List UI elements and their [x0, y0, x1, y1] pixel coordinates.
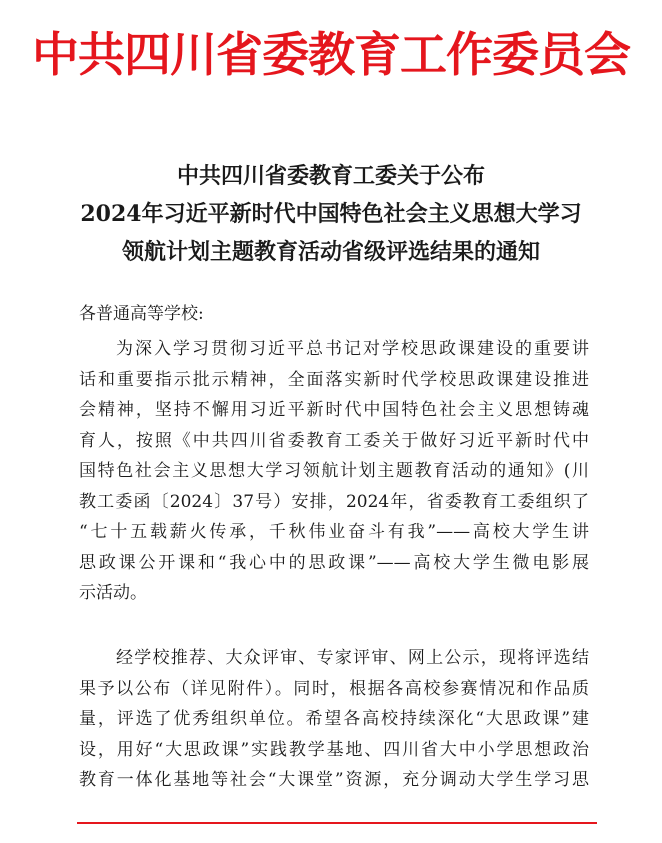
title-line-1: 中共四川省委教育工委关于公布 — [176, 163, 485, 189]
paragraph-line: 设，用好“大思政课”实践教学基地、四川省大中小学思想政治 — [79, 739, 589, 760]
salutation: 各普通高等学校: — [79, 304, 204, 324]
paragraph-2 — [79, 643, 589, 796]
paragraph-line: 教育一体化基地等社会“大课堂”资源，充分调动大学生学习思 — [79, 770, 589, 790]
paragraph-line: 经学校推荐、大众评审、专家评审、网上公示，现将评选结 — [116, 648, 589, 668]
paragraph-line: 量，评选了优秀组织单位。希望各高校持续深化“大思政课”建 — [79, 709, 589, 729]
paragraph-line: 教工委函〔2024〕37号）安排，2024年，省委教育工委组织了 — [79, 491, 589, 512]
footer-red-rule — [77, 822, 597, 824]
paragraph-line: 果予以公布（详见附件）。同时，根据各高校参赛情况和作品质 — [79, 678, 589, 699]
paragraph-line: 育人，按照《中共四川省委教育工委关于做好习近平新时代中 — [79, 430, 589, 451]
paragraph-line: 会精神，坚持不懈用习近平新时代中国特色社会主义思想铸魂 — [79, 400, 589, 420]
paragraph-line: 话和重要指示批示精神，全面落实新时代学校思政课建设推进 — [79, 369, 589, 390]
title-line-3: 领航计划主题教育活动省级评选结果的通知 — [121, 239, 540, 265]
paragraph-line: 国特色社会主义思想大学习领航计划主题教育活动的通知》(川 — [79, 461, 589, 481]
masthead-title: 中共四川省委教育工作委员会 — [32, 28, 630, 83]
document-title — [0, 157, 662, 271]
paragraph-line: 示活动。 — [79, 583, 147, 603]
paragraph-line: “七十五载薪火传承，千秋伟业奋斗有我”——高校大学生讲 — [79, 522, 589, 542]
paragraph-line: 为深入学习贯彻习近平总书记对学校思政课建设的重要讲 — [116, 339, 589, 359]
paragraph-line: 思政课公开课和“我心中的思政课”——高校大学生微电影展 — [79, 552, 589, 573]
paragraph-1 — [79, 334, 589, 609]
title-line-2: 2024年习近平新时代中国特色社会主义思想大学习 — [80, 201, 582, 227]
